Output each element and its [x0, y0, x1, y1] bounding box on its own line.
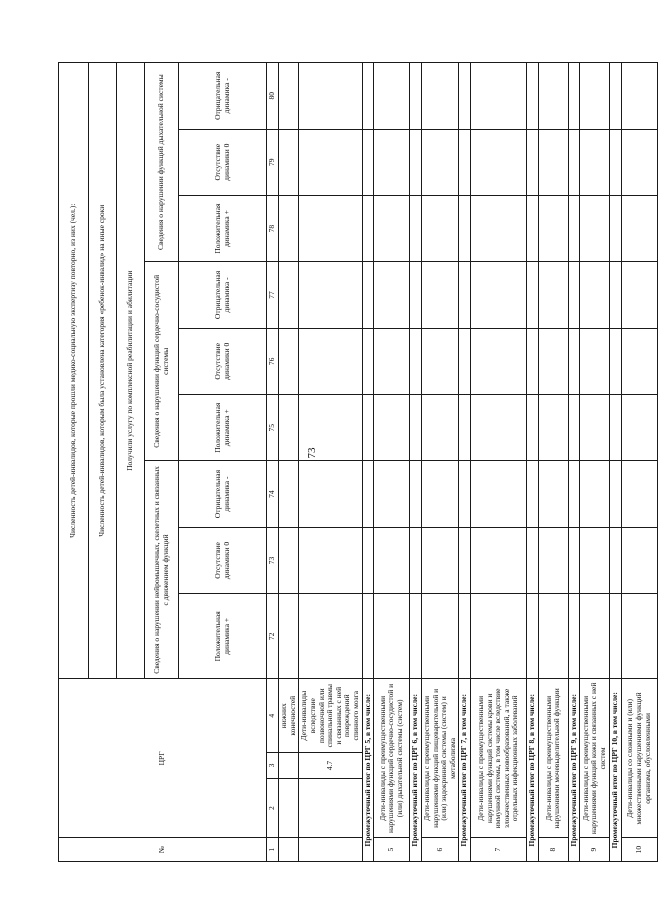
- table-row: [421, 63, 459, 862]
- header-title-sub: Численность детей-инвалидов, которым была установлена категория «ребенок-инвалид» на иные сроки: [89, 63, 117, 679]
- dyn-positive: Положительная динамика +: [179, 195, 267, 261]
- value-cell: [610, 527, 622, 593]
- value-cell: [471, 129, 527, 195]
- value-cell: [374, 63, 410, 130]
- value-cell: [299, 395, 362, 461]
- value-cell: [374, 328, 410, 394]
- subtotal-label: Промежуточный итог по ЦРГ 7, в том числе:: [459, 679, 471, 862]
- value-cell: [471, 328, 527, 394]
- value-cell: [421, 395, 459, 461]
- value-cell: [362, 328, 374, 394]
- value-cell: [459, 461, 471, 527]
- value-cell: [527, 594, 539, 679]
- value-cell: [421, 129, 459, 195]
- value-cell: [610, 461, 622, 527]
- value-cell: [410, 461, 422, 527]
- value-cell: [527, 195, 539, 261]
- value-cell: [568, 461, 580, 527]
- row-sub-text: Дети-инвалиды вследствие позвоночной или спинальной травмы и связанных с ней повреждений спинного мозга: [299, 679, 362, 753]
- value-cell: [621, 395, 657, 461]
- value-cell: [421, 63, 459, 130]
- colnum: 78: [267, 195, 279, 261]
- value-cell: [538, 527, 568, 593]
- value-cell: [459, 527, 471, 593]
- value-cell: [471, 527, 527, 593]
- value-cell: [610, 328, 622, 394]
- value-cell: [421, 328, 459, 394]
- table-row: [459, 63, 471, 862]
- row-sub-no: [279, 752, 299, 778]
- table-row: [621, 63, 657, 862]
- value-cell: [610, 594, 622, 679]
- row-description: Дети-инвалиды с преимущественными нарушениями функций сердечно-сосудистой и (или) дыхательной системы (систем): [374, 679, 410, 838]
- value-cell: [299, 461, 362, 527]
- value-cell: [374, 262, 410, 328]
- value-cell: [621, 129, 657, 195]
- value-cell: [580, 461, 610, 527]
- row-description: Дети-инвалиды с преимущественными нарушениями функций системы крови и иммунной системы, в том числе вследствие злокачественных новообразований, а также отдельных инфекционных заболеваний: [471, 679, 527, 838]
- value-cell: [610, 195, 622, 261]
- value-cell: [471, 262, 527, 328]
- table-body: [59, 63, 279, 862]
- value-cell: [374, 461, 410, 527]
- colnum: 80: [267, 63, 279, 130]
- row-description: Дети-инвалиды с преимущественными нарушениями мочевыделительной функции: [538, 679, 568, 838]
- value-cell: [471, 395, 527, 461]
- dyn-positive: Положительная динамика +: [179, 594, 267, 679]
- value-cell: [421, 461, 459, 527]
- dyn-negative: Отрицательная динамика -: [179, 262, 267, 328]
- value-cell: [568, 328, 580, 394]
- value-cell: [580, 594, 610, 679]
- group-cardiovascular: Сведения о нарушении функций сердечно-сосудистой системы: [145, 262, 179, 461]
- value-cell: [621, 461, 657, 527]
- value-cell: [621, 262, 657, 328]
- dyn-none: Отсутствие динамики 0: [179, 527, 267, 593]
- value-cell: [538, 594, 568, 679]
- group-respiratory: Сведения о нарушении функций дыхательной системы: [145, 63, 179, 262]
- value-cell: [421, 195, 459, 261]
- table-row: [374, 63, 410, 862]
- value-cell: [279, 395, 299, 461]
- value-cell: [279, 63, 299, 130]
- row-description: Дети-инвалиды с преимущественными нарушениями функций кожи и связанных с ней систем: [580, 679, 610, 838]
- value-cell: [621, 594, 657, 679]
- value-cell: [279, 328, 299, 394]
- data-table: [58, 62, 658, 862]
- value-cell: [471, 195, 527, 261]
- value-cell: [299, 262, 362, 328]
- subtotal-label: Промежуточный итог по ЦРГ 6, в том числе:: [410, 679, 422, 862]
- value-cell: [621, 195, 657, 261]
- value-cell: [410, 63, 422, 130]
- value-cell: [527, 262, 539, 328]
- value-cell: [471, 63, 527, 130]
- row-cpg-cell: [279, 779, 299, 838]
- header-cpg: ЦРГ: [59, 679, 267, 838]
- value-cell: [299, 594, 362, 679]
- value-cell: [621, 328, 657, 394]
- value-cell: [459, 129, 471, 195]
- colnum: 4: [267, 679, 279, 753]
- value-cell: [568, 395, 580, 461]
- value-cell: [410, 594, 422, 679]
- row-no: 10: [621, 838, 657, 862]
- value-cell: [621, 63, 657, 130]
- value-cell: [279, 461, 299, 527]
- value-cell: [610, 262, 622, 328]
- value-cell: [538, 461, 568, 527]
- colnum: 75: [267, 395, 279, 461]
- value-cell: [580, 262, 610, 328]
- row-cpg-cell: [299, 779, 362, 838]
- value-cell: [459, 328, 471, 394]
- rotated-table-wrapper: [58, 62, 652, 862]
- colnum: 72: [267, 594, 279, 679]
- table-row: [568, 63, 580, 862]
- value-cell: [459, 195, 471, 261]
- table-row: [610, 63, 622, 862]
- dyn-positive: Положительная динамика +: [179, 395, 267, 461]
- value-cell: [299, 195, 362, 261]
- subtotal-label: Промежуточный итог по ЦРГ 5, в том числе:: [362, 679, 374, 862]
- table-row: [410, 63, 422, 862]
- colnum: 2: [267, 779, 279, 838]
- table-row: [527, 63, 539, 862]
- value-cell: [410, 395, 422, 461]
- table-row: [299, 63, 362, 862]
- value-cell: [421, 594, 459, 679]
- header-no: №: [59, 838, 267, 862]
- value-cell: [610, 129, 622, 195]
- value-cell: [410, 527, 422, 593]
- value-cell: [580, 129, 610, 195]
- value-cell: [527, 395, 539, 461]
- colnum: 74: [267, 461, 279, 527]
- value-cell: [459, 262, 471, 328]
- value-cell: [568, 63, 580, 130]
- value-cell: [374, 129, 410, 195]
- value-cell: [471, 461, 527, 527]
- table-rows: [279, 63, 658, 862]
- value-cell: [362, 395, 374, 461]
- value-cell: [421, 527, 459, 593]
- value-cell: [538, 129, 568, 195]
- dyn-none: Отсутствие динамики 0: [179, 328, 267, 394]
- value-cell: [538, 328, 568, 394]
- value-cell: [568, 129, 580, 195]
- group-neuromuscular: Сведения о нарушении нейромышечных, скелетных и связанных с движением функций: [145, 461, 179, 679]
- value-cell: [568, 594, 580, 679]
- header-title-main: Численность детей-инвалидов, которые прошли медико-социальную экспертизу повторно, из них (чел.):: [59, 63, 89, 679]
- value-cell: [421, 262, 459, 328]
- dyn-negative: Отрицательная динамика -: [179, 63, 267, 130]
- header-title-service: Получили услугу по комплексной реабилитации и абилитации: [117, 63, 145, 679]
- value-cell: [527, 129, 539, 195]
- value-cell: [471, 594, 527, 679]
- row-no: 6: [421, 838, 459, 862]
- row-no-cell: [299, 838, 362, 862]
- value-cell: [410, 328, 422, 394]
- value-cell: [374, 395, 410, 461]
- table-row: [580, 63, 610, 862]
- value-cell: [374, 195, 410, 261]
- value-cell: [410, 262, 422, 328]
- row-no: 7: [471, 838, 527, 862]
- value-cell: [580, 195, 610, 261]
- value-cell: [362, 63, 374, 130]
- value-cell: [568, 527, 580, 593]
- value-cell: [538, 262, 568, 328]
- dyn-negative: Отрицательная динамика -: [179, 461, 267, 527]
- value-cell: [362, 262, 374, 328]
- value-cell: [279, 594, 299, 679]
- subtotal-label: Промежуточный итог по ЦРГ 9, в том числе:: [568, 679, 580, 862]
- value-cell: [610, 63, 622, 130]
- value-cell: [527, 328, 539, 394]
- value-cell: [362, 195, 374, 261]
- value-cell: [527, 527, 539, 593]
- value-cell: [580, 63, 610, 130]
- value-cell: [459, 63, 471, 130]
- value-cell: [610, 395, 622, 461]
- page-number: 73: [306, 447, 318, 459]
- value-cell: [299, 129, 362, 195]
- table-row: [362, 63, 374, 862]
- table-row: [538, 63, 568, 862]
- value-cell: [362, 527, 374, 593]
- value-cell: [279, 129, 299, 195]
- value-cell: [538, 395, 568, 461]
- value-cell: [279, 262, 299, 328]
- value-cell: [527, 461, 539, 527]
- value-cell: [621, 527, 657, 593]
- colnum: 79: [267, 129, 279, 195]
- colnum: 77: [267, 262, 279, 328]
- row-description: Дети-инвалиды со сложными и (или) множественными нарушениями функций организма, обусловленными: [621, 679, 657, 838]
- value-cell: [299, 328, 362, 394]
- value-cell: [459, 395, 471, 461]
- value-cell: [580, 328, 610, 394]
- value-cell: [580, 395, 610, 461]
- value-cell: [279, 527, 299, 593]
- dyn-none: Отсутствие динамики 0: [179, 129, 267, 195]
- row-no: 8: [538, 838, 568, 862]
- colnum: 76: [267, 328, 279, 394]
- table-row: [279, 63, 299, 862]
- row-no: 5: [374, 838, 410, 862]
- value-cell: [374, 594, 410, 679]
- value-cell: [374, 527, 410, 593]
- value-cell: [299, 63, 362, 130]
- row-sub-no: 4.7: [299, 752, 362, 778]
- value-cell: [538, 63, 568, 130]
- row-no-cell: [279, 838, 299, 862]
- value-cell: [279, 195, 299, 261]
- row-no: 9: [580, 838, 610, 862]
- value-cell: [410, 195, 422, 261]
- value-cell: [538, 195, 568, 261]
- value-cell: [568, 262, 580, 328]
- row-sub-text: нижних конечностей: [279, 679, 299, 753]
- value-cell: [527, 63, 539, 130]
- subtotal-label: Промежуточный итог по ЦРГ 8, в том числе:: [527, 679, 539, 862]
- subtotal-label: Промежуточный итог по ЦРГ 10, в том числе:: [610, 679, 622, 862]
- colnum: 3: [267, 752, 279, 778]
- colnum: 73: [267, 527, 279, 593]
- value-cell: [580, 527, 610, 593]
- value-cell: [459, 594, 471, 679]
- row-description: Дети-инвалиды с преимущественными нарушениями функций пищеварительной и (или) эндокринной системы (систем) и метаболизма: [421, 679, 459, 838]
- value-cell: [362, 129, 374, 195]
- value-cell: [362, 461, 374, 527]
- value-cell: [299, 527, 362, 593]
- value-cell: [410, 129, 422, 195]
- value-cell: [362, 594, 374, 679]
- colnum: 1: [267, 838, 279, 862]
- table-row: [471, 63, 527, 862]
- value-cell: [568, 195, 580, 261]
